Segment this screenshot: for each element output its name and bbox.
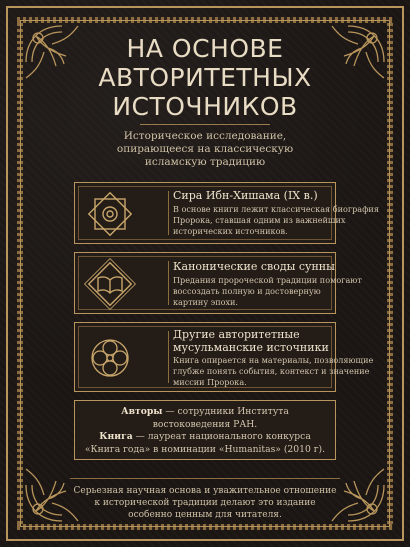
footer-note	[70, 478, 340, 521]
title-line: АВТОРИТЕТНЫХ	[98, 63, 312, 92]
title-line: ИСТОЧНИКОВ	[112, 92, 298, 121]
authors-label: Авторы	[121, 406, 163, 417]
card-text-line: миссии Пророка.	[173, 377, 247, 387]
card-text-line: картину эпохи.	[173, 297, 238, 307]
card-title	[173, 328, 329, 354]
rosette-icon	[83, 331, 137, 385]
card-title: Сира Ибн-Хишама (IX в.)	[173, 189, 318, 202]
card-text	[173, 204, 379, 237]
authors-line: востоковедения РАН.	[152, 418, 258, 430]
book-line: «Книга года» в номинации «Humanitas» (2010 г).	[84, 443, 326, 455]
authors-block	[74, 400, 336, 460]
subtitle	[100, 130, 310, 169]
subtitle-line: Историческое исследование,	[123, 130, 287, 142]
source-card-sunnah	[74, 252, 362, 314]
card-text	[173, 275, 362, 308]
card-text-line: глубже понять события, контекст и значение	[173, 366, 370, 376]
card-text	[173, 355, 374, 388]
title-line: НА ОСНОВЕ	[126, 34, 284, 63]
book-label: Книга	[99, 431, 133, 442]
open-book-icon	[83, 257, 137, 311]
card-text-line: воссоздать полную и достоверную	[173, 286, 321, 296]
page-title	[60, 34, 350, 121]
subtitle-line: исламскую традицию	[144, 156, 266, 168]
card-title-line: мусульманские источники	[173, 341, 329, 354]
source-card-other	[74, 322, 374, 392]
card-divider	[168, 261, 169, 305]
book-text: — лауреат национального конкурса	[132, 431, 311, 442]
divider	[140, 124, 270, 125]
book-line	[75, 431, 335, 444]
source-card-sira	[74, 182, 379, 244]
card-text-line: исторических источников.	[173, 226, 288, 236]
subtitle-line: опирающееся на классическую	[116, 143, 294, 155]
authors-text: — сотрудники Института	[162, 406, 289, 417]
card-divider	[168, 331, 169, 383]
card-text-line: Предания пророческой традиции помогают	[173, 275, 362, 285]
footer-line: к исторической традиции делают это издание	[94, 498, 316, 508]
card-text-line: В основе книги лежит классическая биография	[173, 204, 379, 214]
footer-line: Серьезная научная основа и уважительное отношение	[73, 486, 337, 496]
card-text-line: Книга опирается на материалы, позволяющие	[173, 355, 374, 365]
card-divider	[168, 191, 169, 235]
octagram-icon	[83, 187, 137, 241]
card-title: Канонические своды сунны	[173, 260, 335, 273]
footer-line: особенно ценным для читателя.	[128, 510, 282, 520]
card-title-line: Другие авторитетные	[173, 328, 300, 341]
authors-line	[75, 406, 335, 419]
card-text-line: Пророка, ставшая одним из важнейших	[173, 215, 346, 225]
